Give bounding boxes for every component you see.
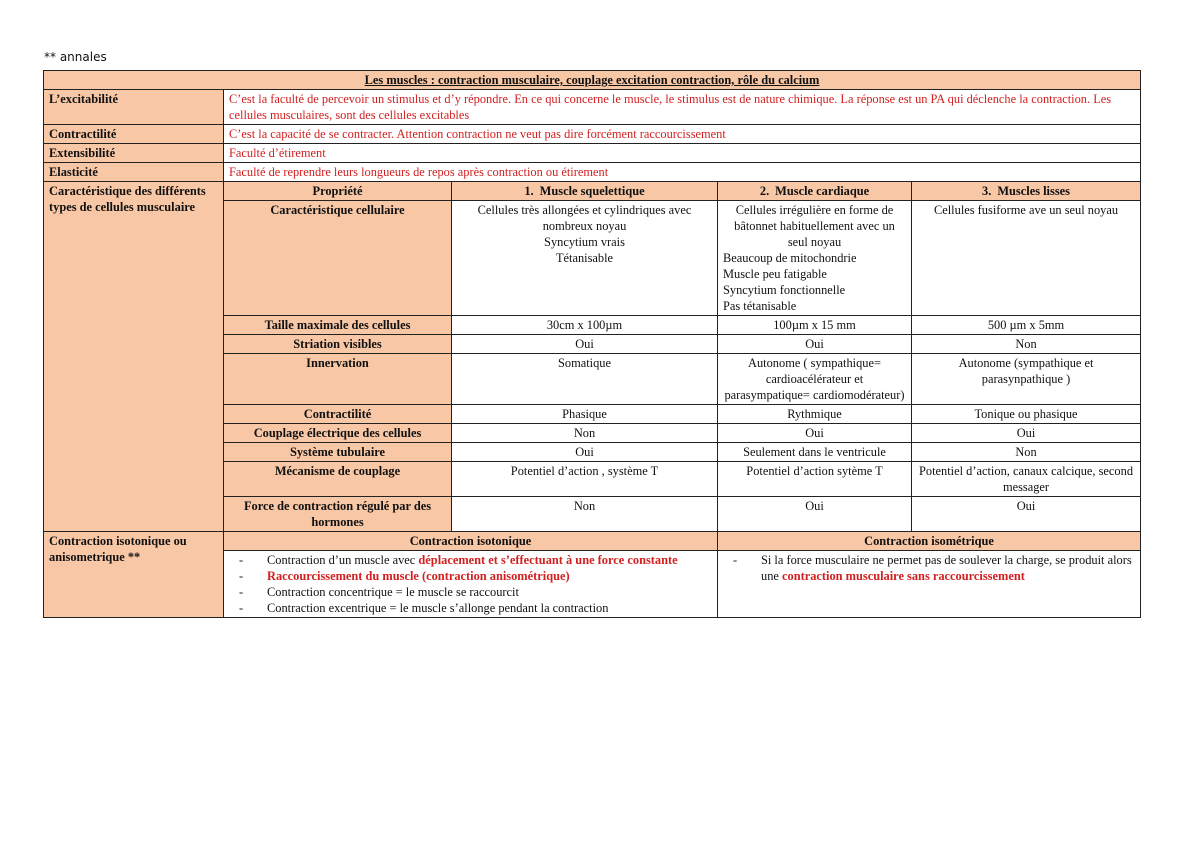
smooth-value: Non xyxy=(912,443,1141,462)
smooth-number: 3. xyxy=(982,184,992,198)
property-name: Innervation xyxy=(224,354,452,405)
smooth-value: Non xyxy=(912,335,1141,354)
cardiac-header xyxy=(718,182,912,201)
value-line: Tétanisable xyxy=(555,251,614,265)
cardiac-value: Potentiel d’action sytème T xyxy=(718,462,912,497)
smooth-value: Potentiel d’action, canaux calcique, second messager xyxy=(912,462,1141,497)
value-line: Syncytium vrais xyxy=(544,235,625,249)
list-item xyxy=(257,552,712,568)
definition-text: Faculté de reprendre leurs longueurs de repos après contraction ou étirement xyxy=(224,163,1141,182)
smooth-value: 500 µm x 5mm xyxy=(912,316,1141,335)
value-line: Cellules irrégulière en forme de bâtonnet habituellement avec un seul noyau xyxy=(734,203,895,249)
isometric-header: Contraction isométrique xyxy=(718,532,1141,551)
types-section-label: Caractéristique des différents types de cellules musculaire xyxy=(44,182,224,532)
skeletal-value: Potentiel d’action , système T xyxy=(452,462,718,497)
smooth-value: Oui xyxy=(912,497,1141,532)
cardiac-number: 2. xyxy=(759,184,770,198)
property-name: Système tubulaire xyxy=(224,443,452,462)
cardiac-value: Seulement dans le ventricule xyxy=(718,443,912,462)
skeletal-header xyxy=(452,182,718,201)
item-emphasis: contraction musculaire sans raccourcissement xyxy=(782,569,1025,583)
skeletal-value xyxy=(452,201,718,316)
property-name: Contractilité xyxy=(224,405,452,424)
contraction-header-row xyxy=(44,532,1141,551)
smooth-value xyxy=(912,201,1141,316)
value-line: Pas tétanisable xyxy=(723,299,797,313)
cardiac-value: Oui xyxy=(718,335,912,354)
list-item xyxy=(257,600,712,616)
definition-text: C’est la capacité de se contracter. Attention contraction ne veut pas dire forcément raccourcissement xyxy=(224,125,1141,144)
property-name: Caractéristique cellulaire xyxy=(224,201,452,316)
isometric-content xyxy=(718,551,1141,618)
item-text: Contraction concentrique = le muscle se raccourcit xyxy=(267,585,519,599)
definition-term: Extensibilité xyxy=(44,144,224,163)
smooth-label: Muscles lisses xyxy=(997,184,1070,198)
cardiac-value: 100µm x 15 mm xyxy=(718,316,912,335)
skeletal-value: Non xyxy=(452,424,718,443)
property-name: Taille maximale des cellules xyxy=(224,316,452,335)
item-text: Contraction d’un muscle avec xyxy=(267,553,419,567)
item-emphasis: Raccourcissement du muscle (contraction anisométrique) xyxy=(267,569,570,583)
item-emphasis: déplacement et s’effectuant à une force constante xyxy=(418,553,678,567)
skeletal-value: Somatique xyxy=(452,354,718,405)
list-item xyxy=(751,552,1135,584)
property-name: Couplage électrique des cellules xyxy=(224,424,452,443)
cardiac-value: Oui xyxy=(718,424,912,443)
definition-term: L’excitabilité xyxy=(44,90,224,125)
annales-note: ** annales xyxy=(44,50,107,64)
definition-text: Faculté d’étirement xyxy=(224,144,1141,163)
skeletal-number: 1. xyxy=(524,184,534,198)
skeletal-value: 30cm x 100µm xyxy=(452,316,718,335)
skeletal-label: Muscle squelettique xyxy=(539,184,645,198)
isotonic-header: Contraction isotonique xyxy=(224,532,718,551)
property-header: Propriété xyxy=(224,182,452,201)
definition-row xyxy=(44,125,1141,144)
definition-row xyxy=(44,90,1141,125)
smooth-value: Tonique ou phasique xyxy=(912,405,1141,424)
definition-term: Contractilité xyxy=(44,125,224,144)
item-text: Contraction excentrique = le muscle s’allonge pendant la contraction xyxy=(267,601,609,615)
value-line: Muscle peu fatigable xyxy=(723,267,827,281)
cardiac-value: Oui xyxy=(718,497,912,532)
value-line: Syncytium fonctionnelle xyxy=(723,283,846,297)
skeletal-value: Oui xyxy=(452,335,718,354)
definition-row xyxy=(44,163,1141,182)
skeletal-value: Non xyxy=(452,497,718,532)
list-item xyxy=(257,568,712,584)
muscle-summary-table xyxy=(43,70,1141,618)
skeletal-value: Oui xyxy=(452,443,718,462)
value-line: Cellules très allongées et cylindriques avec nombreux noyau xyxy=(477,203,692,233)
cardiac-value xyxy=(718,201,912,316)
types-header-row xyxy=(44,182,1141,201)
cardiac-label: Muscle cardiaque xyxy=(775,184,870,198)
smooth-value: Oui xyxy=(912,424,1141,443)
contraction-section-label: Contraction isotonique ou anisometrique ** xyxy=(44,532,224,618)
list-item xyxy=(257,584,712,600)
item-text: Si la force musculaire ne permet pas de soulever la charge, se produit alors une xyxy=(761,553,1132,583)
smooth-header xyxy=(912,182,1141,201)
cardiac-value: Autonome ( sympathique= cardioacélérateur et parasympatique= cardiomodérateur) xyxy=(718,354,912,405)
property-name: Striation visibles xyxy=(224,335,452,354)
value-line: Beaucoup de mitochondrie xyxy=(723,251,857,265)
isotonic-list xyxy=(229,552,712,616)
property-name: Force de contraction régulé par des hormones xyxy=(224,497,452,532)
isometric-list xyxy=(723,552,1135,584)
cardiac-value: Rythmique xyxy=(718,405,912,424)
title-row xyxy=(44,71,1141,90)
table-title: Les muscles : contraction musculaire, couplage excitation contraction, rôle du calcium xyxy=(44,71,1141,90)
smooth-value: Autonome (sympathique et parasynpathique ) xyxy=(912,354,1141,405)
skeletal-value: Phasique xyxy=(452,405,718,424)
definition-text: C’est la faculté de percevoir un stimulus et d’y répondre. En ce qui concerne le muscle, le stimulus est de nature chimique. La réponse est un PA qui déclenche la contraction. Les cellules musculaires, sont des cellules excitables xyxy=(224,90,1141,125)
definition-row xyxy=(44,144,1141,163)
property-name: Mécanisme de couplage xyxy=(224,462,452,497)
isotonic-content xyxy=(224,551,718,618)
definition-term: Elasticité xyxy=(44,163,224,182)
value-line: Cellules fusiforme ave un seul noyau xyxy=(933,203,1119,217)
